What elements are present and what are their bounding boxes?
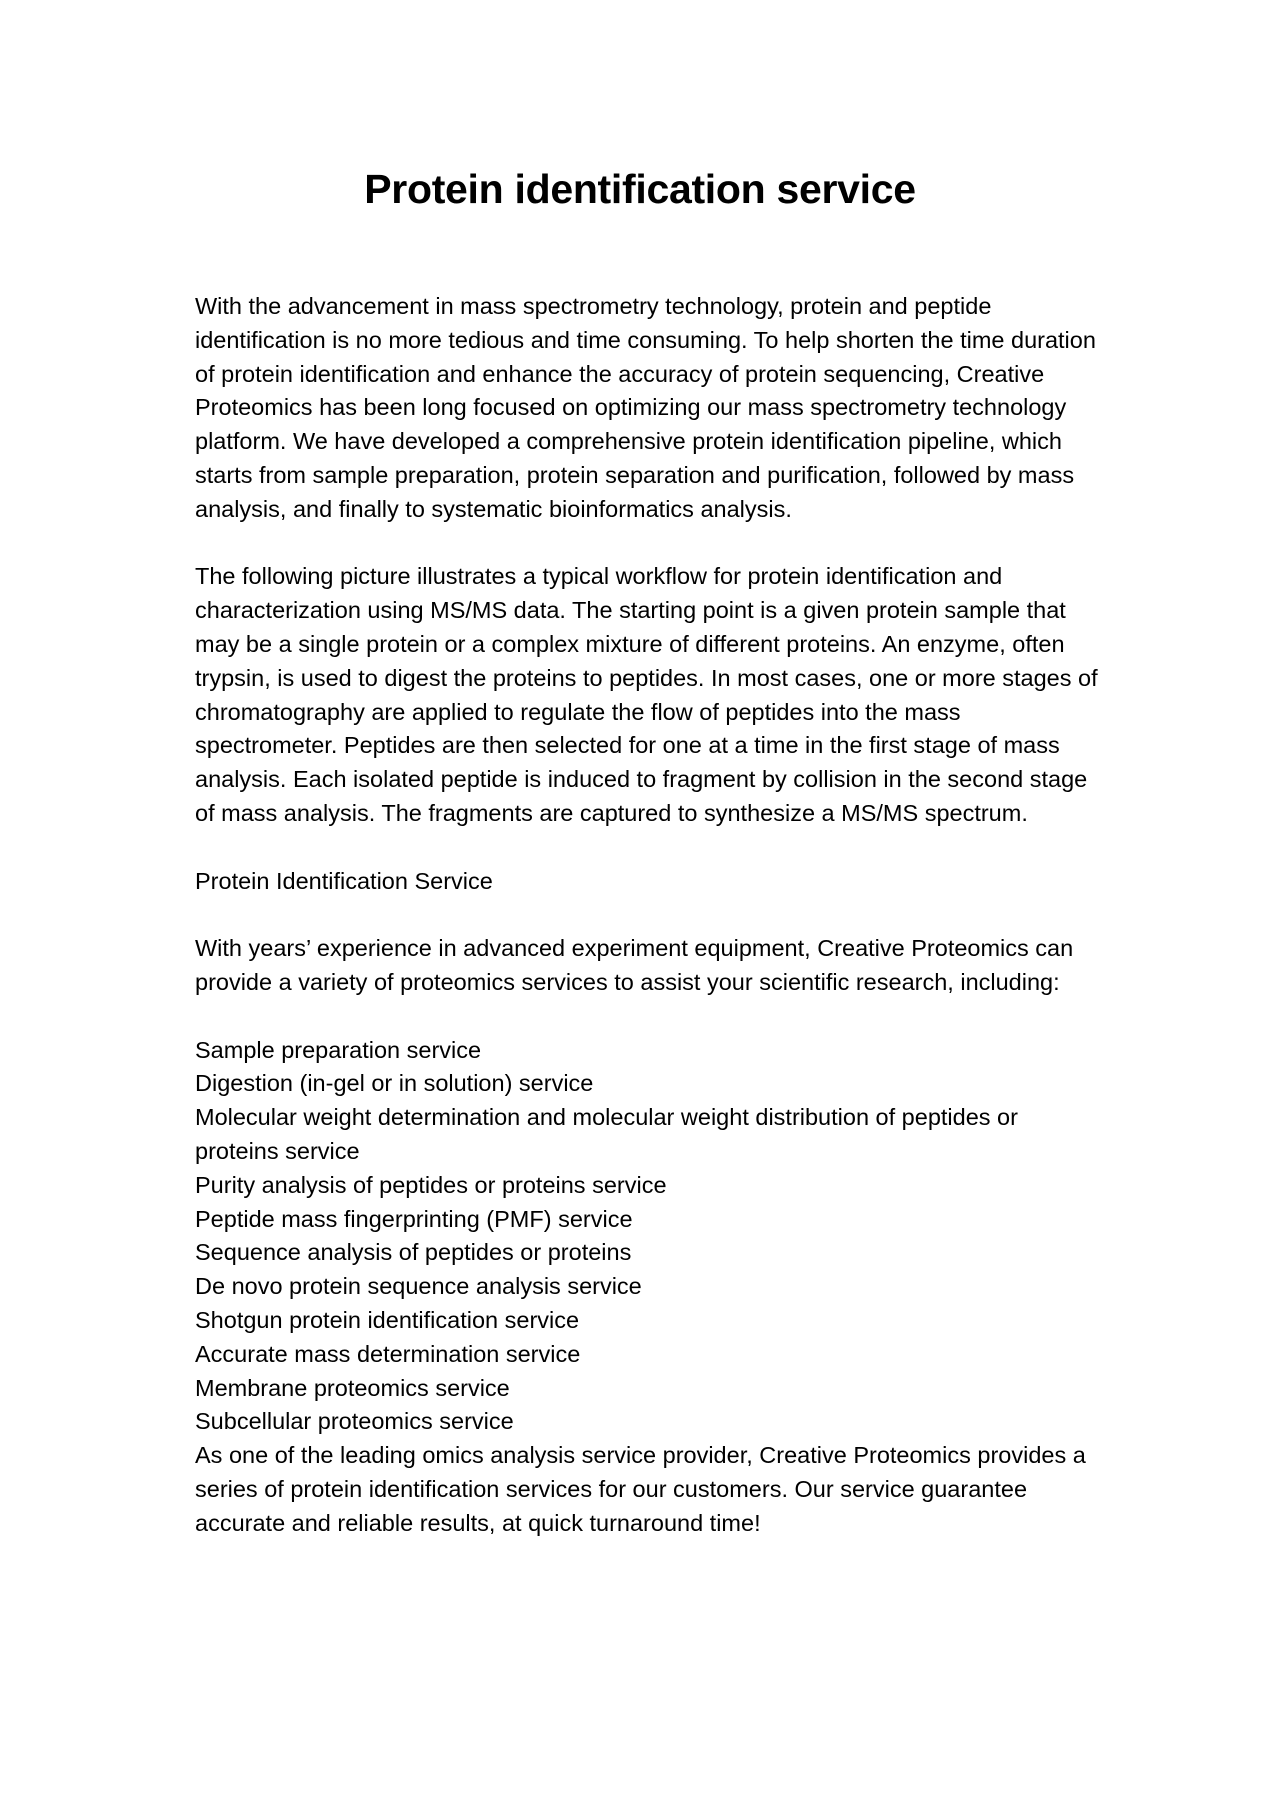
services-list	[195, 1034, 1105, 1440]
service-item: Peptide mass fingerprinting (PMF) service	[195, 1205, 633, 1232]
paragraph-spacer	[195, 831, 1105, 865]
document-title: Protein identification service	[364, 166, 916, 212]
service-item: Accurate mass determination service	[195, 1340, 581, 1367]
paragraph-spacer	[195, 898, 1105, 932]
service-item: Sequence analysis of peptides or proteins	[195, 1239, 632, 1266]
service-item: Membrane proteomics service	[195, 1374, 510, 1401]
document-body	[195, 290, 1105, 1540]
service-item: Shotgun protein identification service	[195, 1306, 580, 1333]
experience-paragraph: With years’ experience in advanced experiment equipment, Creative Proteomics can provide a variety of proteomics services to assist your scientific research, including:	[195, 935, 1074, 995]
service-item: De novo protein sequence analysis service	[195, 1273, 642, 1300]
service-item: Molecular weight determination and molecular weight distribution of peptides or proteins service	[195, 1104, 1018, 1164]
paragraph-spacer	[195, 527, 1105, 561]
intro-paragraph: With the advancement in mass spectrometry technology, protein and peptide identification is no more tedious and time consuming. To help shorten the time duration of protein identification and enhance the accuracy of protein sequencing, Creative Proteomics has been long focused on optimizing our mass spectrometry technology platform. We have developed a comprehensive protein identification pipeline, which starts from sample preparation, protein separation and purification, followed by mass analysis, and finally to systematic bioinformatics analysis.	[195, 293, 1096, 522]
closing-paragraph: As one of the leading omics analysis service provider, Creative Proteomics provides a series of protein identification services for our customers. Our service guarantee accurate and reliable results, at quick turnaround time!	[195, 1442, 1086, 1536]
service-item: Subcellular proteomics service	[195, 1408, 514, 1435]
service-item: Purity analysis of peptides or proteins service	[195, 1171, 667, 1198]
section-heading: Protein Identification Service	[195, 867, 493, 894]
service-item: Sample preparation service	[195, 1036, 482, 1063]
workflow-paragraph: The following picture illustrates a typical workflow for protein identification and characterization using MS/MS data. The starting point is a given protein sample that may be a single protein or a complex mixture of different proteins. An enzyme, often trypsin, is used to digest the proteins to peptides. In most cases, one or more stages of chromatography are applied to regulate the flow of peptides into the mass spectrometer. Peptides are then selected for one at a time in the first stage of mass analysis. Each isolated peptide is induced to fragment by collision in the second stage of mass analysis. The fragments are captured to synthesize a MS/MS spectrum.	[195, 563, 1098, 826]
service-item: Digestion (in-gel or in solution) service	[195, 1070, 594, 1097]
paragraph-spacer	[195, 1000, 1105, 1034]
